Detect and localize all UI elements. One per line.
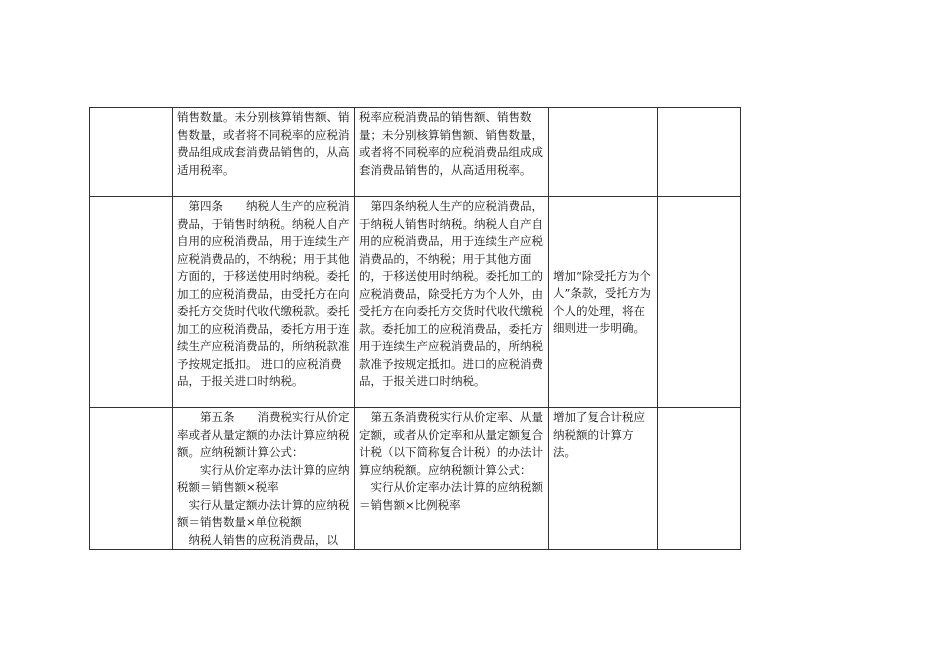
note-cell: 增加“除受托方为个人”条款，受托方为个人的处理，将在细则进一步明确。	[549, 197, 658, 408]
original-text-cell: 第四条 纳税人生产的应税消费品，于销售时纳税。纳税人自产自用的应税消费品，用于连续生产应税消费品的，不纳税；用于其他方面的，于移送使用时纳税。委托加工的应税消费品，由受托方在向委托方交货时代收代缴税款。委托加工的应税消费品，委托方用于连续生产应税消费品的，所纳税款准予按规定抵扣。 进口的应税消费品，于报关进口时纳税。	[173, 197, 355, 408]
row-label-cell	[90, 197, 173, 408]
note-cell: 增加了复合计税应纳税额的计算方法。	[549, 408, 658, 550]
original-text-cell: 第五条 消费税实行从价定率或者从量定额的办法计算应纳税额。应纳税额计算公式： 实行从价定率办法计算的应纳税额＝销售额×税率 实行从量定额办法计算的应纳税额＝销售数量×单位税额 纳税人销售的应税消费品，以	[173, 408, 355, 550]
document-table	[89, 107, 741, 550]
table-row	[90, 408, 741, 550]
row-label-cell	[90, 108, 173, 197]
table-row	[90, 108, 741, 197]
extra-cell	[658, 408, 741, 550]
extra-cell	[658, 197, 741, 408]
original-text-cell: 销售数量。未分别核算销售额、销售数量，或者将不同税率的应税消费品组成成套消费品销售的，从高适用税率。	[173, 108, 355, 197]
table-row	[90, 197, 741, 408]
revised-text-cell: 第四条纳税人生产的应税消费品，于纳税人销售时纳税。纳税人自产自用的应税消费品，用于连续生产应税消费品的，不纳税；用于其他方面的，于移送使用时纳税。委托加工的应税消费品，除受托方为个人外，由受托方在向委托方交货时代收代缴税款。委托加工的应税消费品，委托方用于连续生产应税消费品的，所纳税款准予按规定抵扣。进口的应税消费品，于报关进口时纳税。	[355, 197, 549, 408]
revised-text-cell: 第五条消费税实行从价定率、从量定额，或者从价定率和从量定额复合计税（以下简称复合计税）的办法计算应纳税额。应纳税额计算公式： 实行从价定率办法计算的应纳税额＝销售额×比例税率	[355, 408, 549, 550]
note-cell	[549, 108, 658, 197]
extra-cell	[658, 108, 741, 197]
revised-text-cell: 税率应税消费品的销售额、销售数量；未分别核算销售额、销售数量，或者将不同税率的应税消费品组成成套消费品销售的，从高适用税率。	[355, 108, 549, 197]
row-label-cell	[90, 408, 173, 550]
